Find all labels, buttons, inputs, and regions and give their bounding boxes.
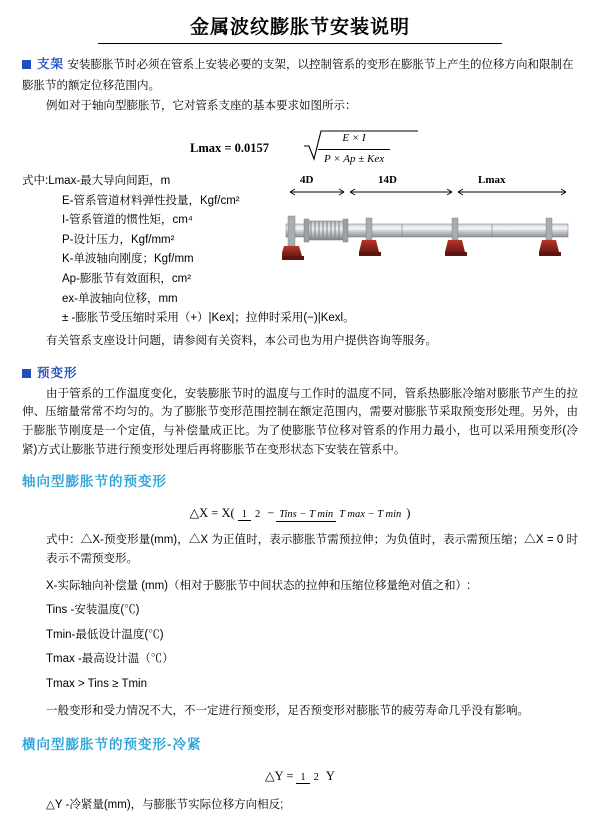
legend-item: Ap-膨胀节有效面积，cm² [62,273,192,285]
subsection-heading-lateral: 横向型膨胀节的预变形-冷紧 [22,737,202,753]
pipe-support-diagram [282,172,572,277]
legend-item: 式中:Lmax-最大导向间距，m [22,174,171,187]
formula-delta-y [22,766,578,786]
section-heading-support: 支架 安装膨胀节时必须在管系上安装必要的支架，以控制管系的变形在膨胀节上产生的位移方向和限制在膨胀节的额定位移范围内。 [22,57,574,92]
support-intro-paragraph: 安装膨胀节时必须在管系上安装必要的支架，以控制管系的变形在膨胀节上产生的位移方向和限制在膨胀节的额定位移范围内。 [22,59,574,92]
formula-lmax [190,126,410,166]
legend-item: K-单波轴向刚度；Kgf/mm [62,253,194,266]
legend-item: I-管系管道的惯性矩，cm⁴ [62,214,193,227]
formula-lmax-fraction [318,130,390,169]
formula-delta-y-rhs: Y [325,769,335,784]
diagram-dimension-arrows [282,186,572,200]
formula-delta-x-rhs: ) [406,506,411,521]
axial-line-6: Tmax > Tins ≥ Tmin [46,678,147,691]
support-paragraph-2: 例如对于轴向型膨胀节，它对管系支座的基本要求如图所示： [46,100,357,113]
document-page [0,12,600,812]
diagram-pipe-illustration [282,202,572,274]
formula-delta-y-half: 1 2 [296,769,323,786]
blue-square-icon [22,60,31,69]
lateral-line-1: △Y -冷紧量(mm)，与膨胀节实际位移方向相反; [46,799,284,812]
formula-delta-x-fraction: Tins − T min T max − T min [276,506,404,523]
diagram-label-4d: 4D [300,173,314,186]
legend-item: ± -膨胀节受压缩时采用（+）|Kex|；拉伸时采用(−)|Kexl。 [62,312,355,325]
document-content [0,54,600,815]
formula-lmax-denominator: P × Ap ± Kex [324,152,385,165]
diagram-label-lmax: Lmax [478,173,506,186]
legend-item: P-设计压力，Kgf/mm² [62,233,175,246]
diagram-label-14d: 14D [378,173,397,186]
formula-delta-x-half: 1 2 [238,506,265,523]
section-heading-predeform: 预变形 [22,363,578,383]
subsection-heading-axial: 轴向型膨胀节的预变形 [22,474,167,490]
axial-line-2: X-实际轴向补偿量 (mm)（相对于膨胀节中间状态的拉伸和压缩位移量绝对值之和）: [46,579,471,592]
legend-item: ex-单波轴向位移，mm [62,292,178,305]
axial-line-3: Tins -安装温度(℃) [46,604,140,617]
formula-delta-x-minus: − [267,506,275,521]
blue-square-icon [22,369,31,378]
support-paragraph-3: 有关管系支座设计问题，请参阅有关资料，本公司也为用户提供咨询等服务。 [46,334,437,347]
axial-line-5: Tmax -最高设计温（℃） [46,653,174,666]
title-divider [98,43,502,44]
formula-delta-x [22,503,578,523]
formula-delta-x-lhs: △X = X( [189,506,235,521]
formula-lmax-numerator: E × I [318,130,390,150]
formula-lmax-lhs: Lmax = 0.0157 [190,140,269,155]
formula-delta-y-lhs: △Y = [265,769,294,784]
page-title: 金属波纹膨胀节安装说明 [189,17,410,38]
legend-item: E-管系管道材料弹性投量，Kgf/cm² [62,194,240,207]
axial-note: 一般变形和受力情况不大，不一定进行预变形，足否预变形对膨胀节的疲劳寿命几乎没有影响。 [46,704,529,717]
axial-where-line [22,531,578,568]
predeform-paragraph-1: 由于管系的工作温度变化，安装膨胀节时的温度与工作时的温度不同，管系热膨胀冷缩对膨胀节产生的拉伸、压缩量常常不均匀的。为了膨胀节变形范围控制在额定范围内，需要对膨胀节采取预变形处理。另外，由于膨胀节刚度是一个定值，与补偿量成正比。为了使膨胀节位移对管系的作用力最小，也可以采用预变形(冷紧)方式让膨胀节进行预变形处理后再将膨胀节在变形状态下安装在管系中。 [22,387,578,456]
where-label: 式中： [46,534,81,547]
axial-line-1: △X-预变形量(mm)，△X 为正值时，表示膨胀节需预拉伸；为负值时，表示需预压缩；△X = 0 时表示不需预变形。 [46,534,579,565]
axial-line-4: Tmin-最低设计温度(℃) [46,628,164,641]
